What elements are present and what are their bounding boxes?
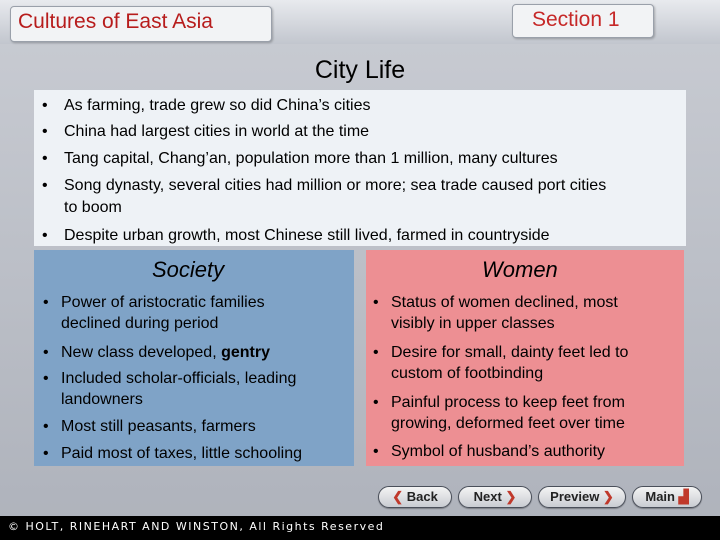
bullet-dot: • bbox=[43, 344, 49, 361]
bullet-dot: • bbox=[373, 443, 379, 460]
society-item: • New class developed, gentry bbox=[43, 344, 270, 361]
preview-button[interactable] bbox=[538, 486, 626, 508]
home-icon: ▟ bbox=[675, 489, 689, 504]
society-panel bbox=[34, 250, 354, 466]
women-title: Women bbox=[482, 257, 558, 282]
bullet-dot: • bbox=[42, 150, 48, 167]
society-item: • Most still peasants, farmers bbox=[43, 418, 256, 435]
intro-bullet: • Despite urban growth, most Chinese still lived, farmed in countryside bbox=[42, 227, 550, 244]
chapter-title: Cultures of East Asia bbox=[18, 10, 213, 33]
copyright-text: © HOLT, RINEHART AND WINSTON, All Rights Reserved bbox=[8, 520, 385, 533]
society-title: Society bbox=[152, 257, 225, 282]
bullet-dot: • bbox=[42, 227, 48, 244]
bullet-dot: • bbox=[42, 177, 48, 194]
intro-bullet: • Song dynasty, several cities had million or more; sea trade caused port cities bbox=[42, 177, 607, 194]
back-button[interactable] bbox=[378, 486, 452, 508]
intro-bullet: • As farming, trade grew so did China’s cities bbox=[42, 97, 371, 114]
next-button[interactable] bbox=[458, 486, 532, 508]
bullet-dot: • bbox=[373, 294, 379, 311]
women-panel bbox=[366, 250, 684, 466]
chevron-right-icon: ❯ bbox=[501, 489, 517, 504]
society-item: • Paid most of taxes, little schooling bbox=[43, 445, 303, 462]
women-item: • Status of women declined, most visibly in upper classes bbox=[373, 294, 618, 332]
preview-label: Preview bbox=[550, 489, 600, 504]
bullet-dot: • bbox=[42, 123, 48, 140]
women-item: • Painful process to keep feet from growing, deformed feet over time bbox=[373, 394, 625, 432]
bullet-dot: • bbox=[373, 394, 379, 411]
society-item: • Included scholar-officials, leading landowners bbox=[43, 370, 297, 408]
bullet-dot: • bbox=[43, 370, 49, 387]
chevron-left-icon: ❮ bbox=[392, 489, 407, 504]
back-label: Back bbox=[406, 489, 438, 504]
main-button[interactable] bbox=[632, 486, 702, 508]
next-label: Next bbox=[473, 489, 502, 504]
bullet-dot: • bbox=[43, 445, 49, 462]
bullet-dot: • bbox=[43, 418, 49, 435]
bullet-dot: • bbox=[373, 344, 379, 361]
women-item: • Desire for small, dainty feet led to custom of footbinding bbox=[373, 344, 629, 382]
intro-bullet: • Tang capital, Chang’an, population more than 1 million, many cultures bbox=[42, 150, 558, 167]
society-item: • Power of aristocratic families declined during period bbox=[43, 294, 265, 332]
intro-bullet: • China had largest cities in world at the time bbox=[42, 123, 370, 140]
chevron-right-icon: ❯ bbox=[599, 489, 614, 504]
bullet-dot: • bbox=[43, 294, 49, 311]
main-label: Main bbox=[645, 489, 675, 504]
section-label: Section 1 bbox=[532, 8, 620, 31]
intro-panel bbox=[34, 90, 686, 246]
intro-bullet-continuation: to boom bbox=[64, 199, 122, 216]
bullet-dot: • bbox=[42, 97, 48, 114]
women-item: • Symbol of husband’s authority bbox=[373, 443, 606, 460]
page-title: City Life bbox=[314, 56, 406, 84]
